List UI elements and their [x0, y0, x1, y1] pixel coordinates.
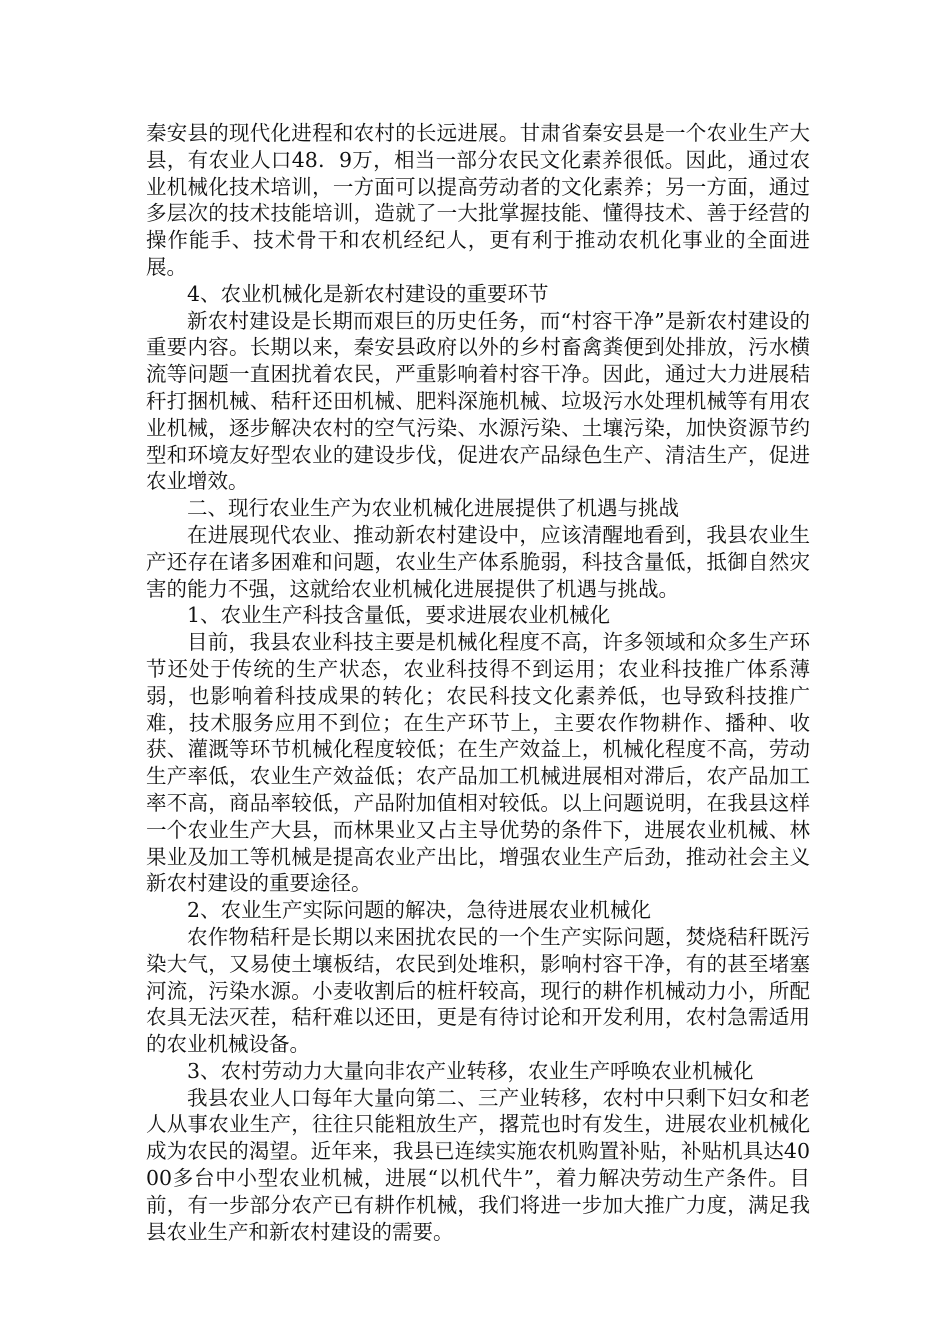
- paragraph-continuation: 秦安县的现代化进程和农村的长远进展。甘肃省秦安县是一个农业生产大县，有农业人口48．9万，相当一部分农民文化素养很低。因此，通过农业机械化技术培训，一方面可以提高劳动者的文化素养；另一方面，通过多层次的技术技能培训，造就了一大批掌握技能、懂得技术、善于经营的操作能手、技术骨干和农机经纪人，更有利于推动农机化事业的全面进展。: [146, 121, 810, 279]
- subsection-heading-2: 2、农业生产实际问题的解决，急待进展农业机械化: [187, 898, 652, 923]
- paragraph: 在进展现代农业、推动新农村建设中，应该清醒地看到，我县农业生产还存在诸多困难和问题，农业生产体系脆弱，科技含量低，抵御自然灾害的能力不强，这就给农业机械化进展提供了机遇与挑战。: [146, 522, 810, 601]
- subsection-heading-3: 3、农村劳动力大量向非农产业转移，农业生产呼唤农业机械化: [187, 1058, 754, 1083]
- paragraph: 新农村建设是长期而艰巨的历史任务，而“村容干净”是新农村建设的重要内容。长期以来，秦安县政府以外的乡村畜禽粪便到处排放，污水横流等问题一直困扰着农民，严重影响着村容干净。因此，通过大力进展秸秆打捆机械、秸秆还田机械、肥料深施机械、垃圾污水处理机械等有用农业机械，逐步解决农村的空气污染、水源污染、土壤污染，加快资源节约型和环境友好型农业的建设步伐，促进农产品绿色生产、清洁生产，促进农业增效。: [146, 308, 810, 494]
- paragraph: 我县农业人口每年大量向第二、三产业转移，农村中只剩下妇女和老人从事农业生产，往往只能粗放生产，撂荒也时有发生，进展农业机械化成为农民的渴望。近年来，我县已连续实施农机购置补贴，补贴机具达4000多台中小型农业机械，进展“以机代牛”，着力解决劳动生产条件。目前，有一步部分农产已有耕作机械，我们将进一步加大推广力度，满足我县农业生产和新农村建设的需要。: [146, 1085, 810, 1244]
- document-page: [146, 120, 810, 1245]
- section-heading-4: 4、农业机械化是新农村建设的重要环节: [187, 281, 549, 306]
- section-heading-2: 二、现行农业生产为农业机械化进展提供了机遇与挑战: [187, 496, 679, 521]
- subsection-heading-1: 1、农业生产科技含量低，要求进展农业机械化: [187, 603, 611, 628]
- paragraph: 目前，我县农业科技主要是机械化程度不高，许多领域和众多生产环节还处于传统的生产状态，农业科技得不到运用；农业科技推广体系薄弱，也影响着科技成果的转化；农民科技文化素养低，也导致科技推广难，技术服务应用不到位；在生产环节上，主要农作物耕作、播种、收获、灌溉等环节机械化程度较低；在生产效益上，机械化程度不高，劳动生产率低，农业生产效益低；农产品加工机械进展相对滞后，农产品加工率不高，商品率较低，产品附加值相对较低。以上问题说明，在我县这样一个农业生产大县，而林果业又占主导优势的条件下，进展农业机械、林果业及加工等机械是提高农业产出比，增强农业生产后劲，推动社会主义新农村建设的重要途径。: [146, 630, 810, 896]
- paragraph: 农作物秸秆是长期以来困扰农民的一个生产实际问题，焚烧秸秆既污染大气，又易使土壤板结，农民到处堆积，影响村容干净，有的甚至堵塞河流，污染水源。小麦收割后的桩杆较高，现行的耕作机械动力小，所配农具无法灭茬，秸秆难以还田，更是有待讨论和开发利用，农村急需适用的农业机械设备。: [146, 924, 810, 1057]
